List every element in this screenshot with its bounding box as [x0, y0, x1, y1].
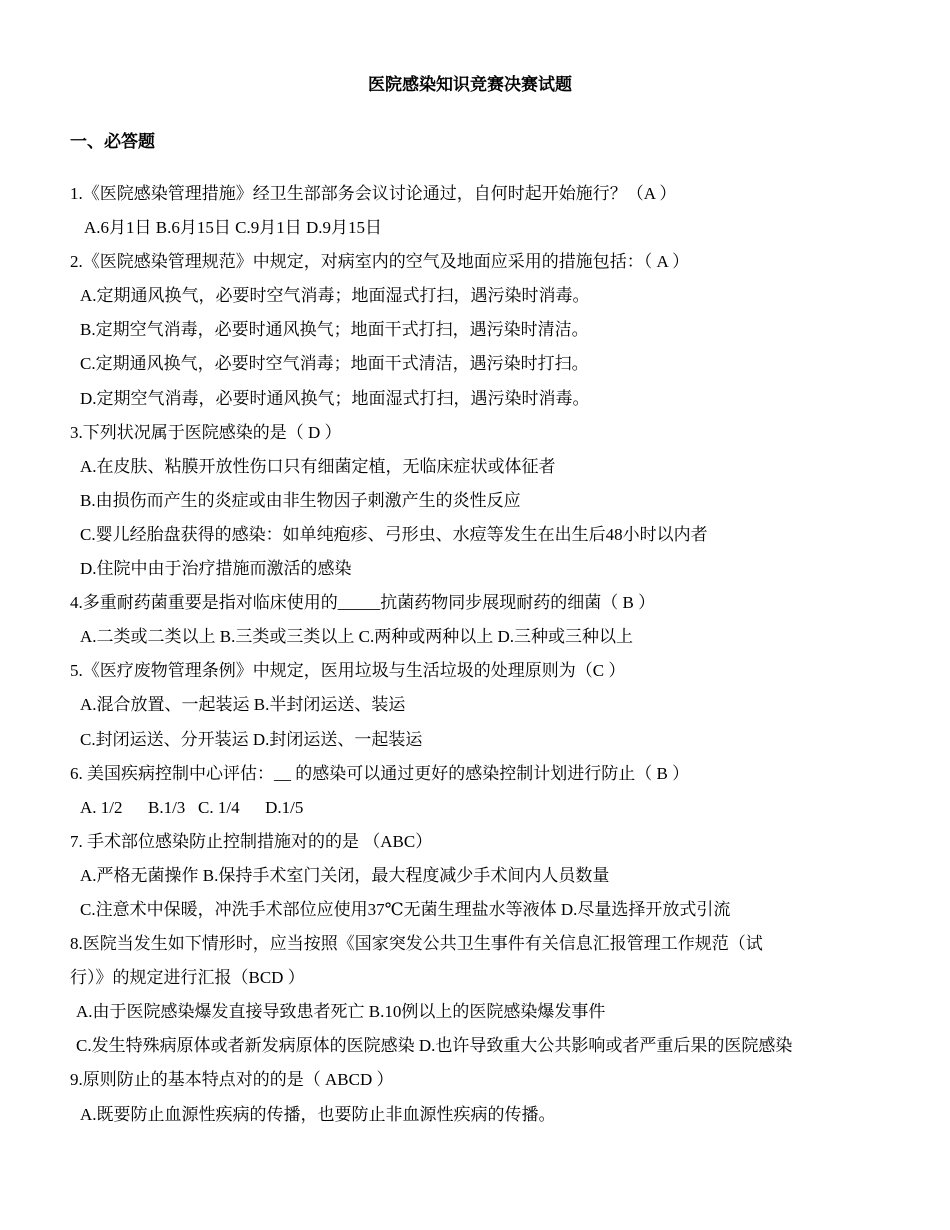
question-4: 4.多重耐药菌重要是指对临床使用的_____抗菌药物同步展现耐药的细菌（ B ） [70, 593, 656, 613]
question-2-option-a: A.定期通风换气，必要时空气消毒；地面湿式打扫，遇污染时消毒。 [80, 286, 590, 306]
question-list [0, 177, 950, 1132]
question-3-option-b: B.由损伤而产生的炎症或由非生物因子刺激产生的炎性反应 [80, 490, 521, 510]
question-3-option-d: D.住院中由于治疗措施而激活的感染 [80, 559, 352, 579]
question-9: 9.原则防止的基本特点对的的是（ ABCD ） [70, 1070, 394, 1090]
question-7-options-cd: C.注意术中保暖，冲洗手术部位应使用37℃无菌生理盐水等液体 D.尽量选择开放式引流 [80, 899, 731, 919]
question-8-options-cd: C.发生特殊病原体或者新发病原体的医院感染 D.也许导致重大公共影响或者严重后果的医院感染 [76, 1036, 793, 1056]
question-7-options-ab: A.严格无菌操作 B.保持手术室门关闭，最大程度减少手术间内人员数量 [80, 865, 610, 885]
question-1-options: A.6月1日 B.6月15日 C.9月1日 D.9月15日 [84, 218, 382, 238]
page-title: 医院感染知识竞赛决赛试题 [368, 75, 572, 94]
question-2-option-b: B.定期空气消毒，必要时通风换气；地面干式打扫，遇污染时清洁。 [80, 320, 589, 340]
question-7: 7. 手术部位感染防止控制措施对的的是 （ABC） [70, 831, 433, 851]
question-5: 5.《医疗废物管理条例》中规定，医用垃圾与生活垃圾的处理原则为（C ） [70, 661, 626, 681]
section-heading: 一、必答题 [70, 132, 155, 151]
question-8: 8.医院当发生如下情形时，应当按照《国家突发公共卫生事件有关信息汇报管理工作规范（试 [70, 934, 763, 954]
question-8-continued: 行）》的规定进行汇报（BCD ） [70, 968, 305, 988]
question-4-options: A.二类或二类以上 B.三类或三类以上 C.两种或两种以上 D.三种或三种以上 [80, 627, 633, 647]
question-3-option-a: A.在皮肤、粘膜开放性伤口只有细菌定植，无临床症状或体征者 [80, 456, 556, 476]
question-6-options: A. 1/2 B.1/3 C. 1/4 D.1/5 [80, 797, 304, 817]
question-5-options-cd: C.封闭运送、分开装运 D.封闭运送、一起装运 [80, 729, 423, 749]
question-8-options-ab: A.由于医院感染爆发直接导致患者死亡 B.10例以上的医院感染爆发事件 [76, 1002, 606, 1022]
question-3-option-c: C.婴儿经胎盘获得的感染：如单纯疱疹、弓形虫、水痘等发生在出生后48小时以内者 [80, 524, 708, 544]
question-1: 1.《医院感染管理措施》经卫生部部务会议讨论通过，自何时起开始施行？（A ） [70, 184, 677, 203]
question-9-option-a: A.既要防止血源性疾病的传播，也要防止非血源性疾病的传播。 [80, 1104, 556, 1124]
question-3: 3.下列状况属于医院感染的是（ D ） [70, 422, 342, 442]
question-6: 6. 美国疾病控制中心评估：__ 的感染可以通过更好的感染控制计划进行防止（ B ） [70, 763, 690, 783]
question-2-option-d: D.定期空气消毒，必要时通风换气；地面湿式打扫，遇污染时消毒。 [80, 388, 590, 408]
question-2: 2.《医院感染管理规范》中规定，对病室内的空气及地面应采用的措施包括：（ A ） [70, 252, 690, 272]
question-5-options-ab: A.混合放置、一起装运 B.半封闭运送、装运 [80, 695, 406, 715]
question-2-option-c: C.定期通风换气，必要时空气消毒；地面干式清洁，遇污染时打扫。 [80, 354, 589, 374]
